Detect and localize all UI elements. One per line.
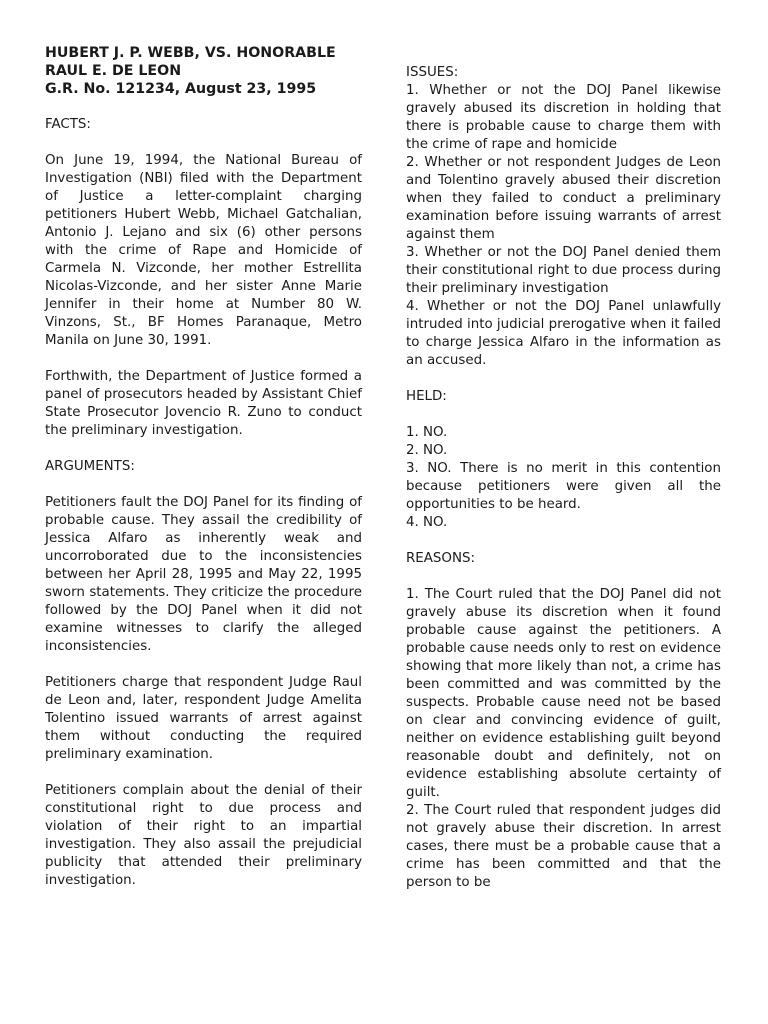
held-item-3: 3. NO. There is no merit in this contention because petitioners were given all the opportunities to be heard. — [406, 461, 721, 512]
held-heading: HELD: — [406, 389, 447, 404]
case-title — [45, 44, 362, 98]
issues-heading: ISSUES: — [406, 65, 459, 80]
reason-item-2: 2. The Court ruled that respondent judges did not gravely abuse their discretion. In arrest cases, there must be a probable cause that a crime has been committed and that the person to be — [406, 803, 721, 890]
right-column — [406, 64, 721, 892]
left-column — [45, 44, 362, 890]
issue-item-1: 1. Whether or not the DOJ Panel likewise gravely abused its discretion in holding that there is probable cause to charge them with the crime of rape and homicide — [406, 83, 721, 152]
arguments-heading: ARGUMENTS: — [45, 459, 135, 474]
arguments-paragraph-2: Petitioners charge that respondent Judge Raul de Leon and, later, respondent Judge Amelita Tolentino issued warrants of arrest against them without conducting the required preliminary examination. — [45, 675, 362, 762]
arguments-paragraph-1: Petitioners fault the DOJ Panel for its finding of probable cause. They assail the credibility of Jessica Alfaro as inherently weak and uncorroborated due to the inconsistencies between her April 28, 1995 and May 22, 1995 sworn statements. They criticize the procedure followed by the DOJ Panel when it did not examine witnesses to clarify the alleged inconsistencies. — [45, 495, 362, 654]
issue-item-2: 2. Whether or not respondent Judges de Leon and Tolentino gravely abused their discretion when they failed to conduct a preliminary examination before issuing warrants of arrest against them — [406, 155, 721, 242]
reason-item-1: 1. The Court ruled that the DOJ Panel did not gravely abuse its discretion when it found probable cause against the petitioners. A probable cause needs only to rest on evidence showing that more likely than not, a crime has been committed and was committed by the suspects. Probable cause need not be based on clear and convincing evidence of guilt, neither on evidence establishing guilt beyond reasonable doubt and definitely, not on evidence establishing absolute certainty of guilt. — [406, 587, 721, 800]
held-item-1: 1. NO. — [406, 425, 448, 440]
held-item-2: 2. NO. — [406, 443, 448, 458]
held-item-4: 4. NO. — [406, 515, 448, 530]
issue-item-4: 4. Whether or not the DOJ Panel unlawfully intruded into judicial prerogative when it failed to charge Jessica Alfaro in the information as an accused. — [406, 299, 721, 368]
issue-item-3: 3. Whether or not the DOJ Panel denied them their constitutional right to due process during their preliminary investigation — [406, 245, 721, 296]
case-title-line-1: HUBERT J. P. WEBB, VS. HONORABLE — [45, 45, 336, 61]
facts-paragraph-1: On June 19, 1994, the National Bureau of Investigation (NBI) filed with the Department of Justice a letter-complaint charging petitioners Hubert Webb, Michael Gatchalian, Antonio J. Lejano and six (6) other persons with the crime of Rape and Homicide of Carmela N. Vizconde, her mother Estrellita Nicolas-Vizconde, and her sister Anne Marie Jennifer in their home at Number 80 W. Vinzons, St., BF Homes Paranaque, Metro Manila on June 30, 1991. — [45, 153, 362, 348]
arguments-paragraph-3: Petitioners complain about the denial of their constitutional right to due process and violation of their right to an impartial investigation. They also assail the prejudicial publicity that attended their preliminary investigation. — [45, 783, 362, 888]
facts-heading: FACTS: — [45, 117, 91, 132]
facts-paragraph-2: Forthwith, the Department of Justice formed a panel of prosecutors headed by Assistant Chief State Prosecutor Jovencio R. Zuno to conduct the preliminary investigation. — [45, 369, 362, 438]
case-citation: G.R. No. 121234, August 23, 1995 — [45, 81, 317, 97]
reasons-heading: REASONS: — [406, 551, 475, 566]
case-title-line-2: RAUL E. DE LEON — [45, 63, 182, 79]
